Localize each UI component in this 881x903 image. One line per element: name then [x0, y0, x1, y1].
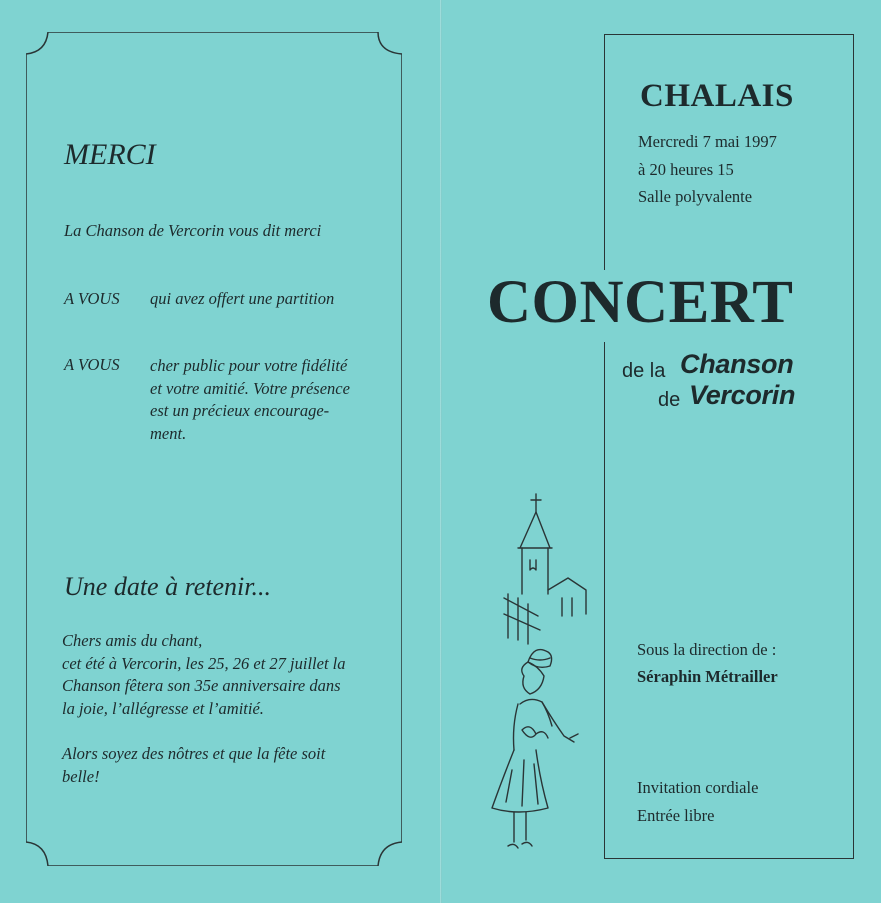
date-paragraph [62, 630, 372, 720]
director-name: Séraphin Métrailler [637, 667, 778, 686]
a-vous-line: ment. [150, 423, 187, 443]
closing-paragraph [62, 743, 372, 788]
date-line: la joie, l’allégresse et l’amitié. [62, 698, 264, 718]
chanson-logo-text: Chanson [680, 349, 794, 379]
date-title: Une date à retenir... [64, 572, 271, 601]
event-date: Mercredi 7 mai 1997 [638, 132, 777, 151]
date-line: Chers amis du chant, [62, 631, 203, 650]
a-vous-line: cher public pour votre fidélité [150, 356, 348, 375]
merci-title: MERCI [64, 138, 156, 171]
entry-line: Entrée libre [637, 806, 715, 825]
de-la-text: de la [622, 360, 666, 382]
church-singer-sketch-icon [478, 490, 598, 865]
event-venue: Salle polyvalente [638, 187, 753, 206]
event-time: à 20 heures 15 [638, 160, 734, 179]
page-fold [440, 0, 442, 903]
concert-title: CONCERT [487, 269, 794, 336]
right-panel-border [604, 34, 854, 859]
closing-line: Alors soyez des nôtres et que la fête soit [62, 744, 326, 763]
invitation-line: Invitation cordiale [637, 778, 759, 797]
date-line: cet été à Vercorin, les 25, 26 et 27 juillet la [62, 653, 346, 673]
a-vous-label-1: A VOUS [64, 289, 120, 308]
thanks-line: La Chanson de Vercorin vous dit merci [64, 221, 322, 240]
a-vous-line: est un précieux encourage- [150, 401, 330, 420]
direction-label: Sous la direction de : [637, 640, 777, 659]
date-line: Chanson fêtera son 35e anniversaire dans [62, 676, 341, 695]
a-vous-label-2: A VOUS [64, 355, 120, 374]
a-vous-line: et votre amitié. Votre présence [150, 378, 350, 398]
a-vous-text-2 [150, 355, 370, 445]
closing-line: belle! [62, 766, 100, 786]
city-title: CHALAIS [640, 78, 794, 114]
vercorin-logo-text: Vercorin [689, 380, 796, 410]
de-text: de [658, 389, 681, 411]
a-vous-text-1: qui avez offert une partition [150, 289, 335, 308]
